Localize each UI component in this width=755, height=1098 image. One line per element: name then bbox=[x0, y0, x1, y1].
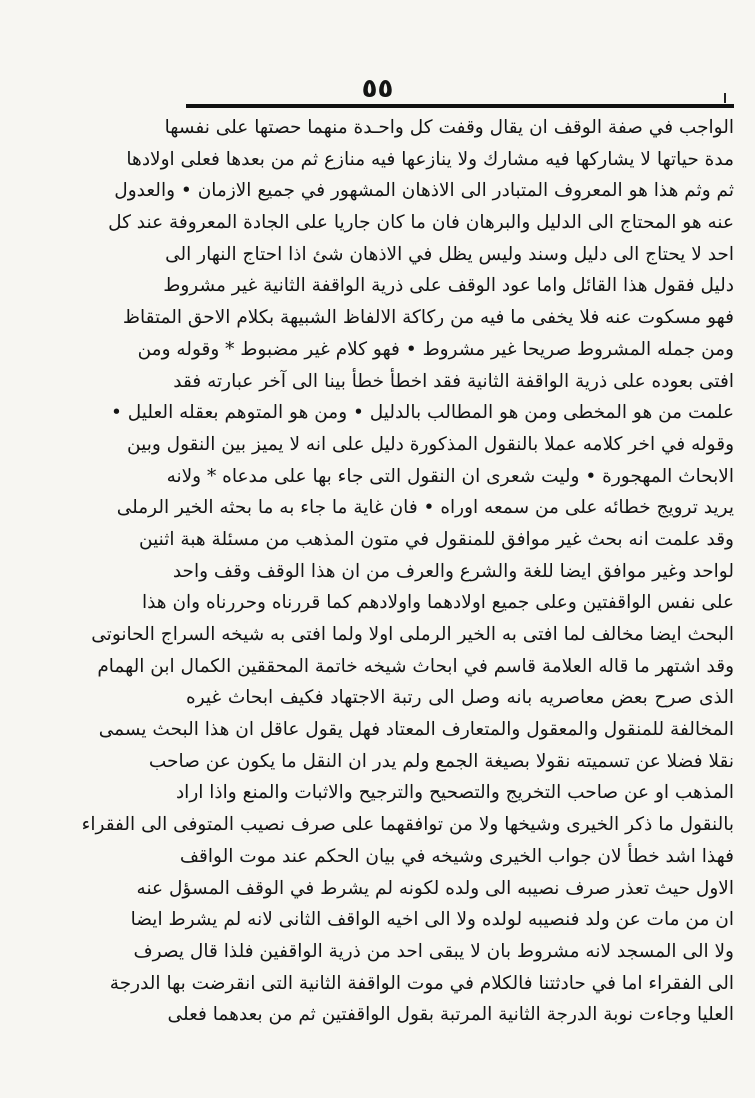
text-line: بالنقول ما ذكر الخيرى وشيخها ولا من توافقهما على صرف نصيب المتوفى الى الفقراء bbox=[81, 814, 734, 836]
text-line: ان من مات عن ولد فنصيبه لولده ولا الى اخيه الواقف الثانى لانه لم يشرط ايضا bbox=[130, 909, 734, 931]
text-line: الواجب في صفة الوقف ان يقال وقفت كل واحـدة منهما حصتها على نفسها bbox=[164, 117, 734, 138]
text-line: لواحد وغير موافق ايضا للغة والشرع والعرف من ان هذا الوقف وقف واحد bbox=[172, 560, 734, 582]
text-line: العليا وجاءت نوبة الدرجة الثانية المرتبة بقول الواقفتين ثم من بعدهما فعلى bbox=[167, 1004, 734, 1026]
text-line: المخالفة للمنقول والمعقول والمتعارف المعتاد فهل يقول عاقل ان هذا البحث يسمى bbox=[98, 719, 734, 741]
text-line: المذهب او عن صاحب التخريج والتصحيح والترجيح والاثبات والمنع واذا اراد bbox=[175, 782, 734, 804]
text-line: فهو مسكوت عنه فلا يخفى ما فيه من ركاكة الالفاظ الشبيهة بكلام الاحق المتقاظ bbox=[122, 307, 734, 329]
header-rule-tick bbox=[724, 93, 726, 103]
text-line: وقد اشتهر ما قاله العلامة قاسم في ابحاث شيخه خاتمة المحققين الكمال ابن الهمام bbox=[97, 655, 734, 677]
text-line: الابحاث المهجورة • وليت شعرى ان النقول التى جاء بها على مدعاه * ولانه bbox=[166, 465, 734, 487]
text-line: مدة حياتها لا يشاركها فيه مشارك ولا ينازعها فيه منازع ثم من بعدها فعلى اولادها bbox=[126, 148, 734, 170]
page-number: ٥٥ bbox=[361, 74, 394, 104]
text-line: الذى صرح بعض معاصريه بانه وصل الى رتبة الاجتهاد فكيف ابحاث غيره bbox=[186, 687, 734, 709]
text-line: ومن جمله المشروط صريحا غير مشروط • فهو كلام غير مضبوط * وقوله ومن bbox=[137, 338, 734, 360]
text-line: ثم وثم هذا هو المعروف المتبادر الى الاذهان المشهور في جميع الازمان • والعدول bbox=[114, 180, 734, 202]
header-rule bbox=[186, 104, 734, 108]
body-text bbox=[81, 112, 734, 1031]
text-line: وقد علمت انه بحث غير موافق للمنقول في متون المذهب من مسئلة هبة اثنين bbox=[139, 528, 734, 550]
text-line: عنه هو المحتاج الى الدليل والبرهان فان ما كان جاريا على الجادة المعروفة عند كل bbox=[108, 212, 734, 234]
text-line: نقلا فضلا عن تسميته نقولا بصيغة الجمع ولم يدر ان النقل ما يكون عن صاحب bbox=[148, 750, 734, 772]
text-line: وقوله في اخر كلامه عملا بالنقول المذكورة دليل على انه لا يميز بين النقول وبين bbox=[127, 433, 734, 455]
text-line: احد لا يحتاج الى دليل وسند وليس يظل في الاذهان شئ اذا احتاج النهار الى bbox=[165, 243, 734, 265]
text-line: افتى بعوده على ذرية الواقفة الثانية فقد اخطأ خطأ بينا الى آخر عبارته فقد bbox=[173, 370, 734, 392]
text-line: دليل فقول هذا القائل واما عود الوقف على ذرية الواقفة الثانية غير مشروط bbox=[163, 275, 734, 297]
text-line: ولا الى المسجد لانه مشروط بان لا يبقى احد من ذرية الواقفين فلذا قال يصرف bbox=[133, 940, 734, 962]
text-line: فهذا اشد خطأ لان جواب الخيرى وشيخه في بيان الحكم عند موت الواقف bbox=[179, 845, 734, 867]
text-line: يريد ترويج خطائه على من سمعه اوراه • فان غاية ما جاء به ما بحثه الخير الرملى bbox=[116, 497, 734, 519]
text-line: البحث ايضا مخالف لما افتى به الخير الرملى اولا ولما افتى به شيخه السراج الحانوتى bbox=[91, 624, 734, 645]
text-line: الاول حيث تعذر صرف نصيبه الى ولده لكونه لم يشرط في الوقف المسؤل عنه bbox=[136, 877, 734, 899]
text-line: على نفس الواقفتين وعلى جميع اولادهما واولادهم كما قررناه وحررناه وان هذا bbox=[141, 592, 734, 614]
text-line: الى الفقراء اما في حادثتنا فالكلام في موت الواقفة الثانية التى انقرضت بها الدرجة bbox=[109, 972, 734, 994]
text-line: علمت من هو المخطى ومن هو المطالب بالدليل • ومن هو المتوهم بعقله العليل • bbox=[111, 402, 734, 424]
